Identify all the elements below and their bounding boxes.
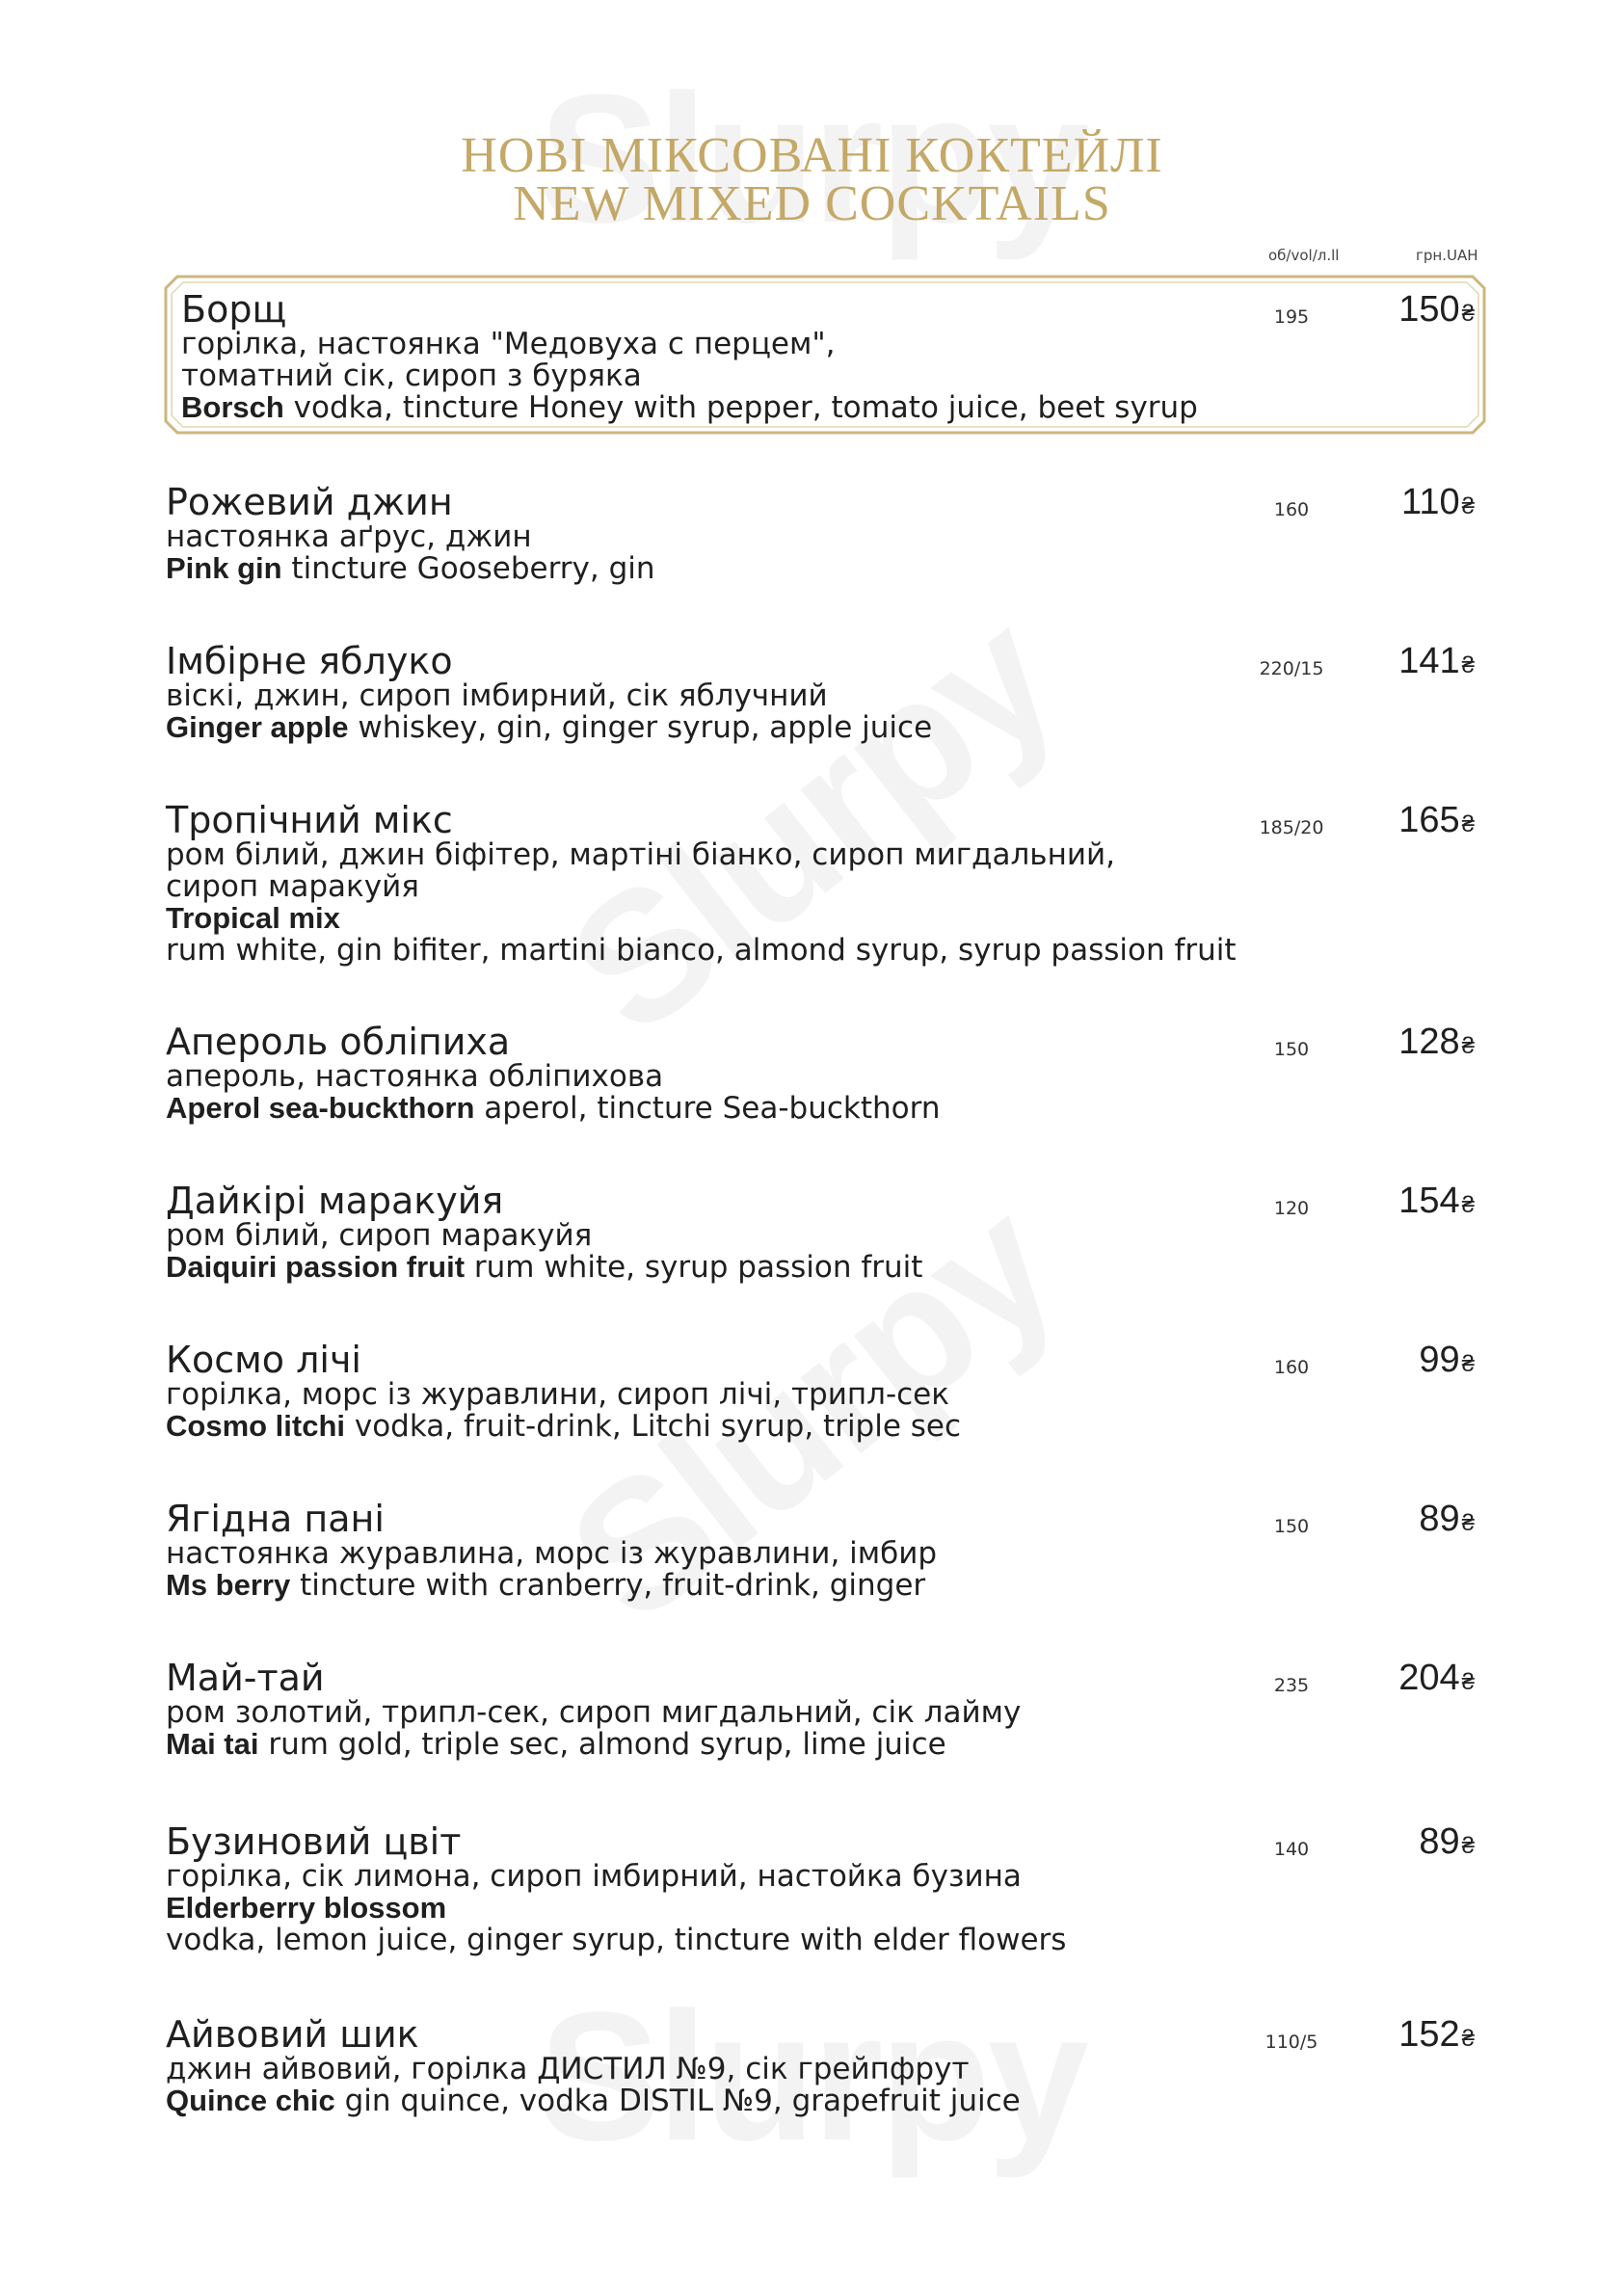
menu-item-name-en: Elderberry blossom: [166, 1891, 447, 1925]
price-value: 89: [1419, 1499, 1460, 1539]
menu-item-volume: 160: [1273, 499, 1310, 520]
menu-item-price: [1419, 1821, 1475, 1863]
menu-item-price: [1398, 641, 1475, 682]
menu-item-price: [1398, 1181, 1475, 1222]
price-value: 165: [1398, 800, 1460, 840]
menu-item-volume: 150: [1273, 1516, 1310, 1537]
menu-item-ingredients-en: tincture with cranberry, fruit-drink, ginger: [290, 1568, 926, 1603]
menu-item-en-line: [181, 391, 1198, 424]
menu-item-en-line: [166, 902, 340, 935]
price-value: 128: [1398, 1022, 1460, 1062]
price-value: 150: [1398, 289, 1460, 330]
hryvnia-currency-icon: ₴: [1461, 493, 1475, 519]
price-value: 99: [1419, 1340, 1460, 1380]
menu-item-volume: 220/15: [1259, 658, 1324, 679]
hryvnia-currency-icon: ₴: [1461, 1510, 1475, 1536]
page-title-en: NEW MIXED COCKTAILS: [513, 176, 1111, 231]
menu-item-en-line: [166, 1569, 925, 1602]
menu-item-ingredients-ua: ром білий, джин біфітер, мартіні біанко, сироп мигдальний,: [166, 837, 1115, 872]
menu-item-name: Імбірне яблуко: [166, 640, 453, 682]
menu-item-price: [1398, 800, 1475, 841]
menu-item-name: Апероль обліпиха: [166, 1021, 511, 1063]
menu-item-en-line: [166, 1728, 946, 1761]
menu-item-volume: 185/20: [1259, 817, 1324, 838]
menu-item-volume: 120: [1273, 1198, 1310, 1219]
menu-item-ingredients-ua: горілка, сік лимона, сироп імбирний, настойка бузина: [166, 1859, 1022, 1894]
menu-item-en-line: [166, 1892, 446, 1925]
menu-item-en-line: [166, 1092, 940, 1125]
hryvnia-currency-icon: ₴: [1461, 1833, 1475, 1859]
menu-item-ingredients-en: rum gold, triple sec, almond syrup, lime juice: [258, 1727, 946, 1762]
menu-item-price: [1419, 1499, 1475, 1540]
menu-item-ingredients-en: tincture Gooseberry, gin: [281, 551, 655, 586]
menu-item-ingredients-ua: джин айвовий, горілка ДИСТИЛ №9, сік грейпфрут: [166, 2052, 970, 2086]
menu-item-name: Рожевий джин: [166, 481, 453, 523]
hryvnia-currency-icon: ₴: [1461, 2026, 1475, 2052]
hryvnia-currency-icon: ₴: [1461, 301, 1475, 327]
menu-item-volume: 195: [1273, 306, 1310, 328]
menu-item-price: [1398, 1658, 1475, 1699]
menu-item-ingredients-ua: сироп маракуйя: [166, 869, 419, 904]
price-value: 154: [1398, 1181, 1460, 1221]
menu-item-price: [1401, 482, 1475, 523]
menu-item-en-line: [166, 1410, 961, 1443]
price-value: 152: [1398, 2014, 1460, 2055]
menu-item-name-en: Quince chic: [166, 2084, 335, 2117]
menu-item-name-en: Tropical mix: [166, 901, 340, 935]
menu-item-ingredients-ua: настоянка аґрус, джин: [166, 519, 532, 554]
menu-item-en-line: [166, 711, 932, 744]
menu-item-price: [1398, 289, 1475, 331]
menu-item-ingredients-ua: ром золотий, трипл-сек, сироп мигдальний, сік лайму: [166, 1695, 1022, 1730]
menu-item-ingredients-en: whiskey, gin, ginger syrup, apple juice: [348, 710, 933, 745]
menu-item-ingredients-ua: горілка, морс із журавлини, сироп лічі, трипл-сек: [166, 1377, 949, 1412]
hryvnia-currency-icon: ₴: [1461, 1192, 1475, 1218]
menu-item-name: Бузиновий цвіт: [166, 1820, 462, 1863]
menu-item-name: Борщ: [181, 288, 287, 331]
menu-item-ingredients-ua: апероль, настоянка обліпихова: [166, 1059, 664, 1094]
menu-item-name-en: Daiquiri passion fruit: [166, 1250, 466, 1284]
menu-item-ingredients-ua: віскі, джин, сироп імбирний, сік яблучний: [166, 678, 828, 713]
menu-item-ingredients-ua: горілка, настоянка "Медовуха с перцем",: [181, 327, 836, 361]
menu-item-en-line: [166, 2085, 1021, 2117]
menu-item-name: Айвовий шик: [166, 2013, 419, 2056]
watermark-text: [534, 575, 1091, 1073]
menu-item-ingredients-en: vodka, tincture Honey with pepper, tomato juice, beet syrup: [283, 390, 1198, 425]
menu-item-ingredients-en: aperol, tincture Sea-buckthorn: [474, 1091, 941, 1126]
hryvnia-currency-icon: ₴: [1461, 1351, 1475, 1377]
price-value: 204: [1398, 1658, 1460, 1698]
menu-item-price: [1419, 1340, 1475, 1381]
hryvnia-currency-icon: ₴: [1461, 652, 1475, 678]
hryvnia-currency-icon: ₴: [1461, 1033, 1475, 1059]
menu-item-volume: 110/5: [1265, 2032, 1318, 2053]
menu-item-name-en: Borsch: [181, 390, 284, 424]
hryvnia-currency-icon: ₴: [1461, 811, 1475, 837]
menu-item-ingredients-en: vodka, fruit-drink, Litchi syrup, triple sec: [345, 1409, 962, 1444]
menu-item-name: Май-тай: [166, 1657, 325, 1699]
page-title-ua: НОВІ МІКСОВАНІ КОКТЕЙЛІ: [461, 128, 1163, 183]
menu-item-volume: 160: [1273, 1357, 1310, 1378]
menu-item-price: [1398, 2014, 1475, 2056]
menu-item-name-en: Ginger apple: [166, 710, 349, 744]
menu-item-name: Космо лічі: [166, 1339, 361, 1381]
menu-item-ingredients-en: gin quince, vodka DISTIL №9, grapefruit juice: [334, 2084, 1021, 2118]
menu-item-ingredients-ua: настоянка журавлина, морс із журавлини, імбир: [166, 1536, 938, 1571]
menu-item-name-en: Aperol sea-buckthorn: [166, 1091, 475, 1125]
menu-item-en-line: [166, 1251, 922, 1284]
menu-item-ingredients-ua: ром білий, сироп маракуйя: [166, 1218, 593, 1253]
hryvnia-currency-icon: ₴: [1461, 1669, 1475, 1695]
price-column-header: грн.UAH: [1416, 247, 1478, 264]
price-value: 141: [1398, 641, 1460, 681]
menu-item-name-en: Mai tai: [166, 1727, 259, 1761]
menu-item-volume: 150: [1273, 1039, 1310, 1060]
menu-item-name: Ягідна пані: [166, 1498, 385, 1540]
menu-item-volume: 140: [1273, 1839, 1310, 1860]
menu-item-name-en: Cosmo litchi: [166, 1409, 346, 1443]
menu-item-name: Дайкірі маракуйя: [166, 1180, 504, 1222]
menu-item-ingredients-ua: томатний сік, сироп з буряка: [181, 359, 642, 393]
menu-item-ingredients-en: vodka, lemon juice, ginger syrup, tincture with elder flowers: [166, 1923, 1067, 1957]
menu-item-price: [1398, 1022, 1475, 1063]
menu-item-en-line: [166, 552, 655, 585]
menu-item-name-en: Ms berry: [166, 1568, 291, 1602]
menu-item-ingredients-en: rum white, syrup passion fruit: [465, 1250, 923, 1285]
price-value: 110: [1401, 482, 1460, 522]
menu-item-volume: 235: [1273, 1675, 1310, 1696]
menu-item-ingredients-en: rum white, gin bifiter, martini bianco, almond syrup, syrup passion fruit: [166, 933, 1237, 968]
menu-item-name: Тропічний мікс: [166, 799, 453, 841]
menu-item-name-en: Pink gin: [166, 551, 282, 585]
price-value: 89: [1419, 1821, 1460, 1862]
volume-column-header: об/vol/л.ll: [1268, 247, 1340, 264]
